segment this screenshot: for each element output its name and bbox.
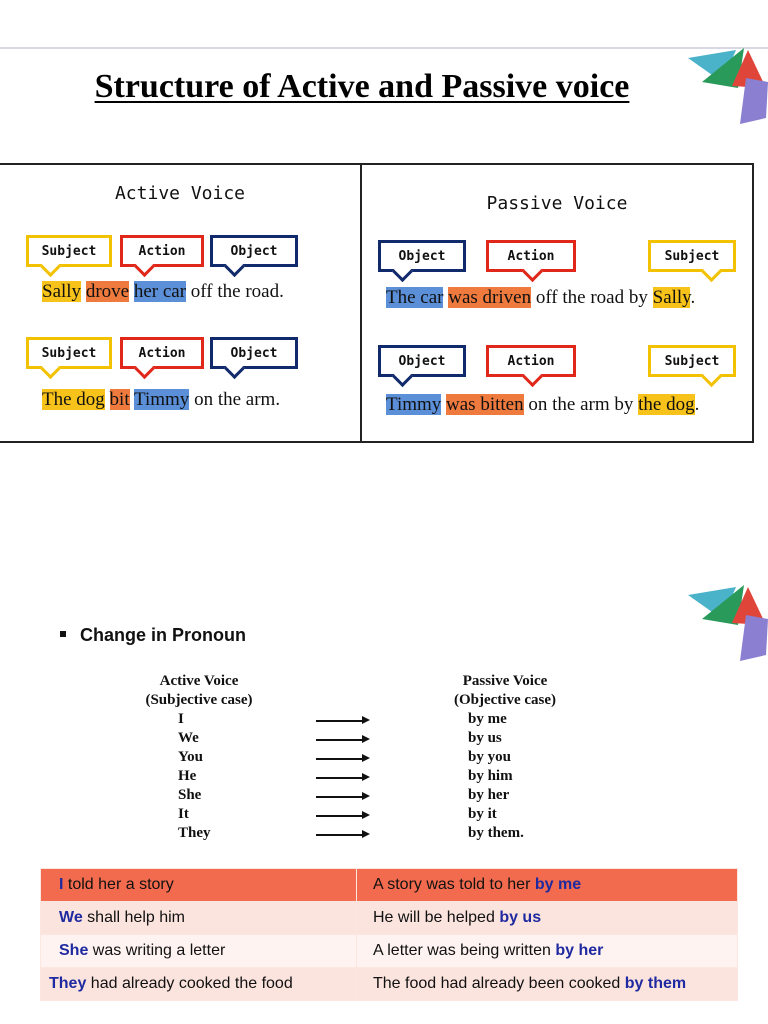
action-tag: Action [486,345,576,377]
slide-divider [0,47,768,49]
pronoun-item: by you [468,749,511,765]
square-bullet-icon [60,631,66,637]
passive-rest: The food had already been cooked [373,975,621,992]
active-rest: shall help him [87,909,185,926]
right-arrow-icon [316,748,370,767]
passive-pronoun-list [430,710,580,843]
table-row [41,935,738,968]
right-arrow-icon [316,824,370,843]
passive-pronoun-column [430,672,580,843]
sentence-period: . [690,287,696,308]
passive-example-cell [357,902,738,935]
sentence-rest: off the road. [190,281,284,302]
passive-rest: He will be helped [373,909,495,926]
active-example-cell [41,869,357,902]
subject-tag: Subject [648,240,736,272]
right-arrow-icon [316,767,370,786]
action-tag: Action [120,337,204,369]
passive-column-heading: Passive Voice [462,673,548,689]
active-voice-heading: Active Voice [114,183,246,204]
right-arrow-icon [316,710,370,729]
object-tag: Object [378,240,466,272]
pronoun-item: She [178,787,202,803]
action-highlight: bit [109,389,130,410]
active-rest: told her a story [67,876,174,893]
active-column-subheading: (Subjective case) [145,692,253,708]
active-pronoun: She [59,942,89,959]
pronoun-item: by her [468,787,510,803]
passive-rest: A story was told to her [373,876,531,893]
object-highlight: Timmy [134,389,190,410]
subject-tag: Subject [26,235,112,267]
active-pronoun: They [49,975,87,992]
right-arrow-icon [316,805,370,824]
passive-column-subheading: (Objective case) [453,692,557,708]
object-tag: Object [378,345,466,377]
slide-title: Structure of Active and Passive voice [94,68,630,105]
object-highlight: her car [133,281,187,302]
passive-voice-panel [360,163,754,443]
passive-sentence-1 [386,287,695,309]
sentence-middle: on the arm by [528,394,634,415]
table-row [41,869,738,902]
pronoun-item: They [178,825,211,841]
active-pronoun: I [59,876,64,893]
pronoun-item: We [178,730,199,746]
active-rest: was writing a letter [92,942,226,959]
pronoun-item: by it [468,806,497,822]
bullet-text: Change in Pronoun [80,625,246,645]
action-highlight: drove [85,281,130,302]
object-highlight: The car [386,287,444,308]
pronoun-item: by them. [468,825,524,841]
active-voice-panel [0,163,362,443]
pronoun-item: You [178,749,204,765]
passive-pronoun: by us [499,909,542,926]
leaf-logo-icon [688,585,768,665]
active-pronoun: We [59,909,83,926]
subject-tag: Subject [648,345,736,377]
pronoun-item: He [178,768,197,784]
sentence-period: . [694,394,700,415]
active-sentence-1 [42,281,284,303]
action-highlight: was bitten [446,394,524,415]
sentence-rest: on the arm. [194,389,281,410]
pronoun-item: by us [468,730,502,746]
pronoun-item: by him [468,768,513,784]
pronoun-examples-table [40,868,738,1001]
passive-voice-heading: Passive Voice [486,193,628,214]
action-highlight: was driven [448,287,532,308]
passive-pronoun: by her [555,942,604,959]
pronoun-item: It [178,806,189,822]
active-pronoun-column [120,672,278,843]
active-rest: had already cooked the food [90,975,293,992]
subject-highlight: the dog [638,394,695,415]
passive-sentence-2 [386,394,699,416]
passive-pronoun: by me [534,876,582,893]
pronoun-item: by me [468,711,507,727]
subject-highlight: The dog [42,389,105,410]
passive-pronoun: by them [624,975,687,992]
passive-example-cell [357,935,738,968]
change-in-pronoun-heading [60,625,246,646]
sentence-middle: off the road by [535,287,648,308]
active-example-cell [41,968,357,1001]
active-example-cell [41,902,357,935]
table-row [41,902,738,935]
action-tag: Action [120,235,204,267]
active-pronoun-list [120,710,278,843]
right-arrow-icon [316,786,370,805]
passive-rest: A letter was being written [373,942,551,959]
right-arrow-icon [316,729,370,748]
arrow-column [316,710,370,843]
subject-highlight: Sally [42,281,82,302]
subject-highlight: Sally [652,287,691,308]
action-tag: Action [486,240,576,272]
passive-example-cell [357,869,738,902]
object-tag: Object [210,235,298,267]
active-column-heading: Active Voice [159,673,239,689]
pronoun-item: I [178,711,184,727]
subject-tag: Subject [26,337,112,369]
active-sentence-2 [42,389,280,411]
active-example-cell [41,935,357,968]
object-highlight: Timmy [386,394,442,415]
table-row [41,968,738,1001]
passive-example-cell [357,968,738,1001]
object-tag: Object [210,337,298,369]
